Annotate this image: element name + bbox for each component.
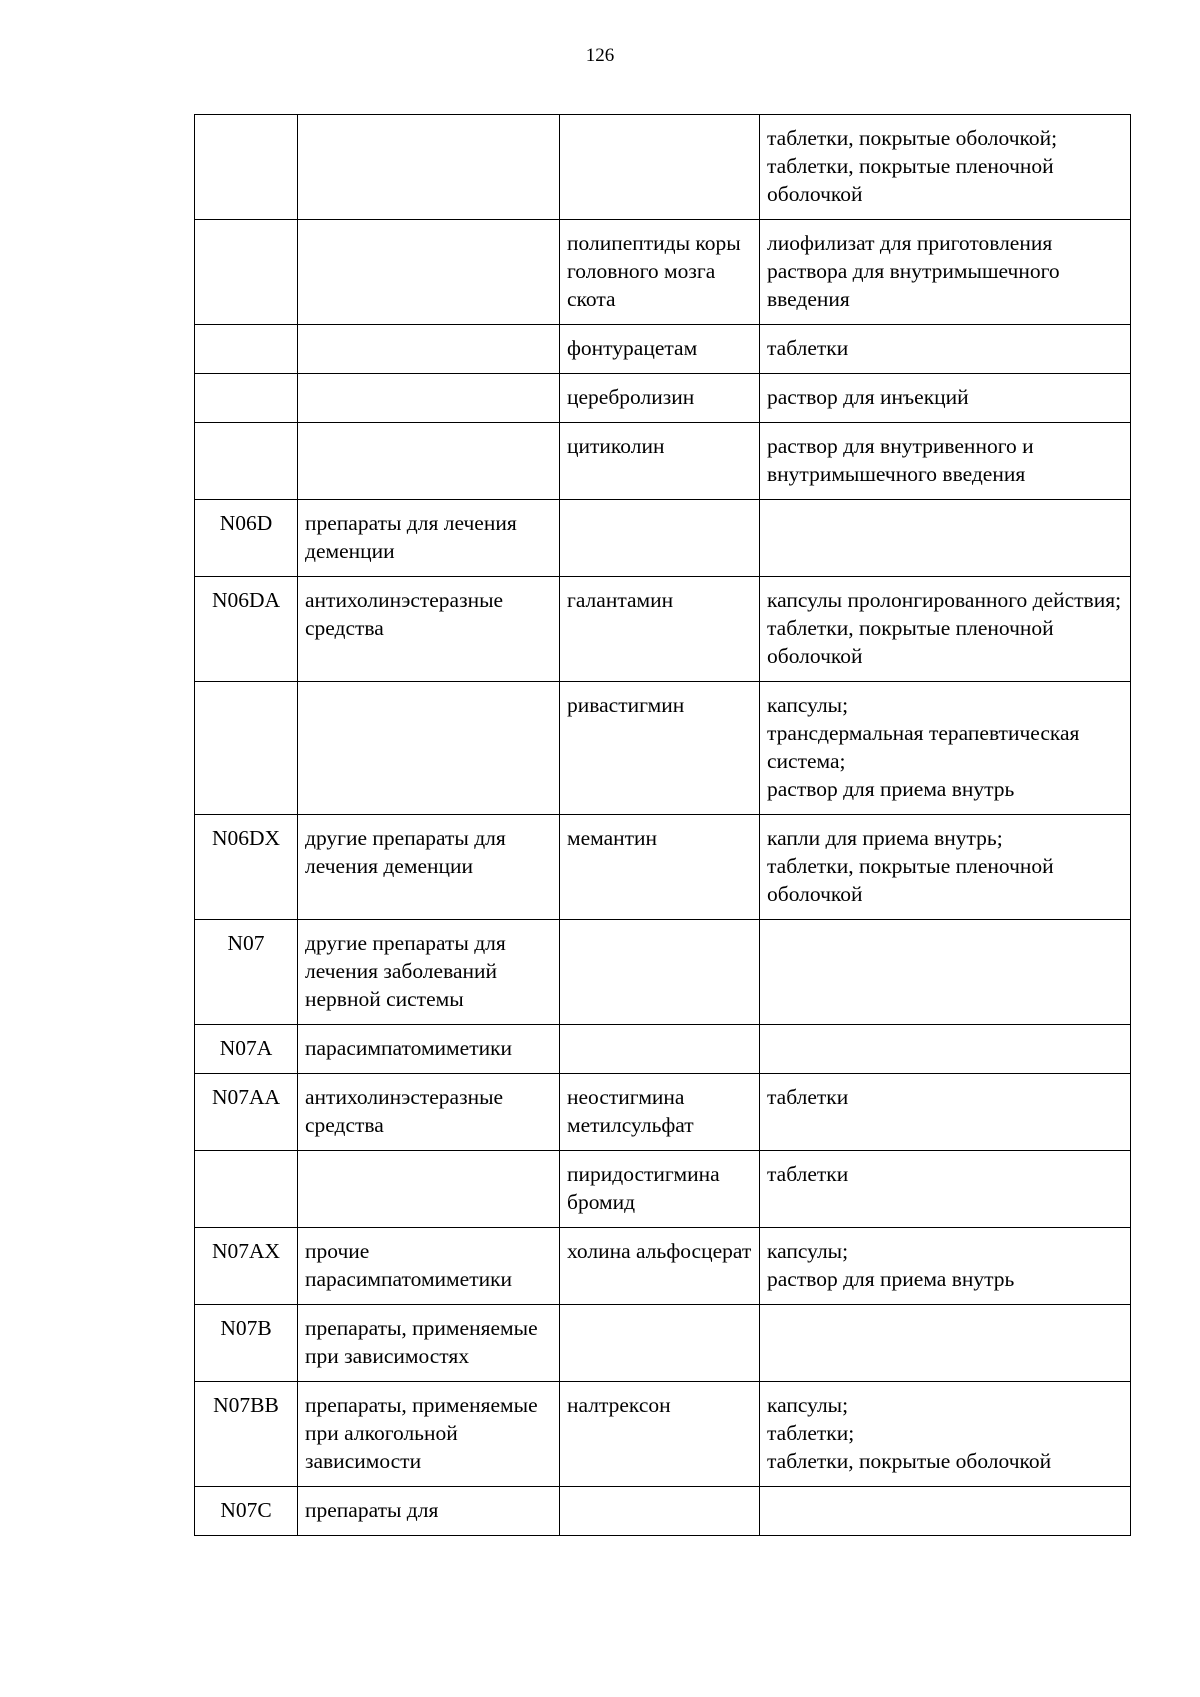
drug-classification-table	[194, 114, 1131, 1536]
table-row	[195, 920, 1131, 1025]
substance-name-cell: полипептиды коры головного мозга скота	[560, 220, 760, 325]
atc-code-cell	[195, 1151, 298, 1228]
group-name-cell: прочие парасимпатомиметики	[298, 1228, 560, 1305]
substance-name-cell: налтрексон	[560, 1382, 760, 1487]
atc-code-cell	[195, 423, 298, 500]
atc-code-cell: N07AA	[195, 1074, 298, 1151]
dosage-forms-cell: раствор для внутривенного и внутримышечного введения	[760, 423, 1131, 500]
dosage-forms-cell: таблетки	[760, 325, 1131, 374]
dosage-forms-cell	[760, 1487, 1131, 1536]
dosage-forms-cell: капсулы; таблетки; таблетки, покрытые оболочкой	[760, 1382, 1131, 1487]
table-row	[195, 1025, 1131, 1074]
group-name-cell: другие препараты для лечения заболеваний нервной системы	[298, 920, 560, 1025]
substance-name-cell: церебролизин	[560, 374, 760, 423]
table-row	[195, 682, 1131, 815]
table-row	[195, 1074, 1131, 1151]
group-name-cell: препараты, применяемые при зависимостях	[298, 1305, 560, 1382]
atc-code-cell: N07C	[195, 1487, 298, 1536]
substance-name-cell	[560, 1487, 760, 1536]
substance-name-cell: мемантин	[560, 815, 760, 920]
group-name-cell: антихолинэстеразные средства	[298, 1074, 560, 1151]
table-row	[195, 500, 1131, 577]
dosage-forms-cell	[760, 500, 1131, 577]
dosage-forms-cell: раствор для инъекций	[760, 374, 1131, 423]
atc-code-cell: N07AX	[195, 1228, 298, 1305]
table-row	[195, 423, 1131, 500]
dosage-forms-cell: таблетки	[760, 1151, 1131, 1228]
dosage-forms-cell	[760, 1025, 1131, 1074]
atc-code-cell: N06DX	[195, 815, 298, 920]
group-name-cell: антихолинэстеразные средства	[298, 577, 560, 682]
atc-code-cell	[195, 115, 298, 220]
group-name-cell	[298, 374, 560, 423]
dosage-forms-cell	[760, 1305, 1131, 1382]
table-row	[195, 1151, 1131, 1228]
group-name-cell	[298, 423, 560, 500]
group-name-cell: препараты для	[298, 1487, 560, 1536]
table-row	[195, 815, 1131, 920]
group-name-cell: препараты для лечения деменции	[298, 500, 560, 577]
page-number: 126	[585, 45, 615, 66]
substance-name-cell	[560, 1305, 760, 1382]
atc-code-cell: N06DA	[195, 577, 298, 682]
group-name-cell	[298, 1151, 560, 1228]
group-name-cell	[298, 115, 560, 220]
substance-name-cell: ривастигмин	[560, 682, 760, 815]
table-row	[195, 325, 1131, 374]
substance-name-cell	[560, 920, 760, 1025]
substance-name-cell	[560, 115, 760, 220]
atc-code-cell: N07	[195, 920, 298, 1025]
dosage-forms-cell: таблетки	[760, 1074, 1131, 1151]
atc-code-cell	[195, 374, 298, 423]
atc-code-cell	[195, 325, 298, 374]
substance-name-cell: галантамин	[560, 577, 760, 682]
group-name-cell	[298, 682, 560, 815]
table-row	[195, 374, 1131, 423]
substance-name-cell: холина альфосцерат	[560, 1228, 760, 1305]
table-row	[195, 1228, 1131, 1305]
group-name-cell: парасимпатомиметики	[298, 1025, 560, 1074]
group-name-cell	[298, 325, 560, 374]
substance-name-cell	[560, 1025, 760, 1074]
dosage-forms-cell	[760, 920, 1131, 1025]
atc-code-cell	[195, 682, 298, 815]
atc-code-cell: N06D	[195, 500, 298, 577]
substance-name-cell: неостигмина метилсульфат	[560, 1074, 760, 1151]
table-row	[195, 220, 1131, 325]
dosage-forms-cell: таблетки, покрытые оболочкой; таблетки, покрытые пленочной оболочкой	[760, 115, 1131, 220]
atc-code-cell	[195, 220, 298, 325]
substance-name-cell: фонтурацетам	[560, 325, 760, 374]
atc-code-cell: N07B	[195, 1305, 298, 1382]
atc-code-cell: N07BB	[195, 1382, 298, 1487]
dosage-forms-cell: капсулы пролонгированного действия; таблетки, покрытые пленочной оболочкой	[760, 577, 1131, 682]
dosage-forms-cell: капли для приема внутрь; таблетки, покрытые пленочной оболочкой	[760, 815, 1131, 920]
group-name-cell	[298, 220, 560, 325]
substance-name-cell	[560, 500, 760, 577]
atc-code-cell: N07A	[195, 1025, 298, 1074]
substance-name-cell: пиридостигмина бромид	[560, 1151, 760, 1228]
dosage-forms-cell: капсулы; трансдермальная терапевтическая система; раствор для приема внутрь	[760, 682, 1131, 815]
group-name-cell: препараты, применяемые при алкогольной зависимости	[298, 1382, 560, 1487]
dosage-forms-cell: лиофилизат для приготовления раствора для внутримышечного введения	[760, 220, 1131, 325]
substance-name-cell: цитиколин	[560, 423, 760, 500]
table-row	[195, 577, 1131, 682]
group-name-cell: другие препараты для лечения деменции	[298, 815, 560, 920]
table-row	[195, 1487, 1131, 1536]
table-row	[195, 115, 1131, 220]
table-row	[195, 1382, 1131, 1487]
table-row	[195, 1305, 1131, 1382]
dosage-forms-cell: капсулы; раствор для приема внутрь	[760, 1228, 1131, 1305]
